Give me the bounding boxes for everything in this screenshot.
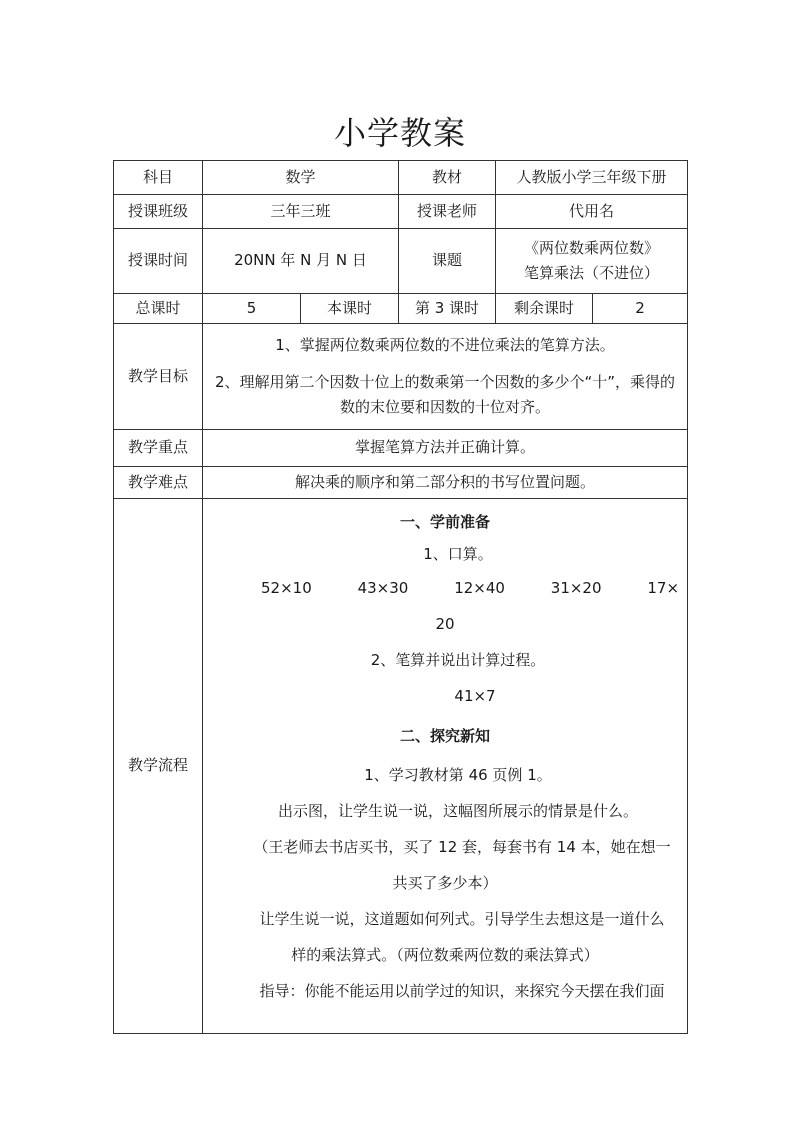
- section-heading-explore: 二、探究新知: [400, 727, 491, 745]
- objectives-content: [203, 324, 688, 430]
- oral-calc-item: 17×: [647, 579, 680, 597]
- textbook-value: 人教版小学三年级下册: [496, 161, 688, 195]
- teacher-value: 代用名: [496, 195, 688, 229]
- key-point-label: 教学重点: [114, 430, 203, 467]
- discuss-text-line-1: 让学生说一说，这道题如何列式。引导学生去想这是一道什么: [259, 910, 665, 928]
- process-content: [203, 499, 688, 1034]
- oral-calc-item: 52×10: [261, 579, 312, 597]
- hours-row: [114, 294, 688, 324]
- scene-text-line-1: （王老师去书店买书，买了 12 套，每套书有 14 本，她在想一: [253, 838, 671, 856]
- oral-calc-item: 31×20: [550, 579, 602, 597]
- step-textbook-example: 1、学习教材第 46 页例 1。: [364, 766, 552, 784]
- document-title: 小学教案: [333, 114, 466, 152]
- objective-2: 2、理解用第二个因数十位上的数乘第一个因数的多少个“十”，乘得的数的末位要和因数的十位对齐。: [214, 373, 676, 416]
- objectives-label: 教学目标: [114, 324, 203, 430]
- current-hour-value: 第 3 课时: [399, 294, 496, 324]
- time-label: 授课时间: [114, 229, 203, 294]
- key-point-value: 掌握笔算方法并正确计算。: [203, 430, 688, 467]
- process-label: 教学流程: [114, 499, 203, 1034]
- guide-text: 指导：你能不能运用以前学过的知识，来探究今天摆在我们面: [259, 982, 665, 1000]
- class-label: 授课班级: [114, 195, 203, 229]
- process-row: [114, 499, 688, 1034]
- teacher-label: 授课老师: [399, 195, 496, 229]
- difficulty-row: [114, 467, 688, 499]
- remaining-hours-label: 剩余课时: [496, 294, 593, 324]
- current-hour-label: 本课时: [301, 294, 399, 324]
- difficulty-label: 教学难点: [114, 467, 203, 499]
- topic-line-1: 《两位数乘两位数》: [524, 238, 660, 257]
- subject-value: 数学: [203, 161, 399, 195]
- time-value: 20NN 年 N 月 N 日: [203, 229, 399, 294]
- topic-line-2: 笔算乘法（不进位）: [524, 264, 660, 282]
- subject-label: 科目: [114, 161, 203, 195]
- objectives-row: [114, 324, 688, 430]
- subject-row: [114, 161, 688, 195]
- time-row: [114, 229, 688, 294]
- total-hours-value: 5: [203, 294, 301, 324]
- show-picture-text: 出示图，让学生说一说，这幅图所展示的情景是什么。: [278, 802, 639, 820]
- oral-calc-item: 12×40: [454, 579, 505, 597]
- total-hours-label: 总课时: [114, 294, 203, 324]
- key-point-row: [114, 430, 688, 467]
- step-written-calc: 2、笔算并说出计算过程。: [370, 651, 546, 669]
- topic-value: [496, 229, 688, 294]
- lesson-plan-table: [113, 160, 688, 1034]
- class-row: [114, 195, 688, 229]
- objective-1: 1、掌握两位数乘两位数的不进位乘法的笔算方法。: [275, 336, 615, 355]
- section-heading-prep: 一、学前准备: [400, 513, 491, 531]
- oral-calc-list: [211, 577, 679, 599]
- oral-calc-wrap: 20: [435, 615, 455, 633]
- written-calc-expression: 41×7: [454, 687, 496, 705]
- oral-calc-item: 43×30: [357, 579, 409, 597]
- topic-label: 课题: [399, 229, 496, 294]
- textbook-label: 教材: [399, 161, 496, 195]
- discuss-text-line-2: 样的乘法算式。（两位数乘两位数的乘法算式）: [291, 946, 599, 964]
- step-oral-calc: 1、口算。: [423, 545, 493, 563]
- scene-text-line-2: 共买了多少本）: [392, 874, 498, 892]
- remaining-hours-value: 2: [593, 294, 688, 324]
- class-value: 三年三班: [203, 195, 399, 229]
- difficulty-value: 解决乘的顺序和第二部分积的书写位置问题。: [203, 467, 688, 499]
